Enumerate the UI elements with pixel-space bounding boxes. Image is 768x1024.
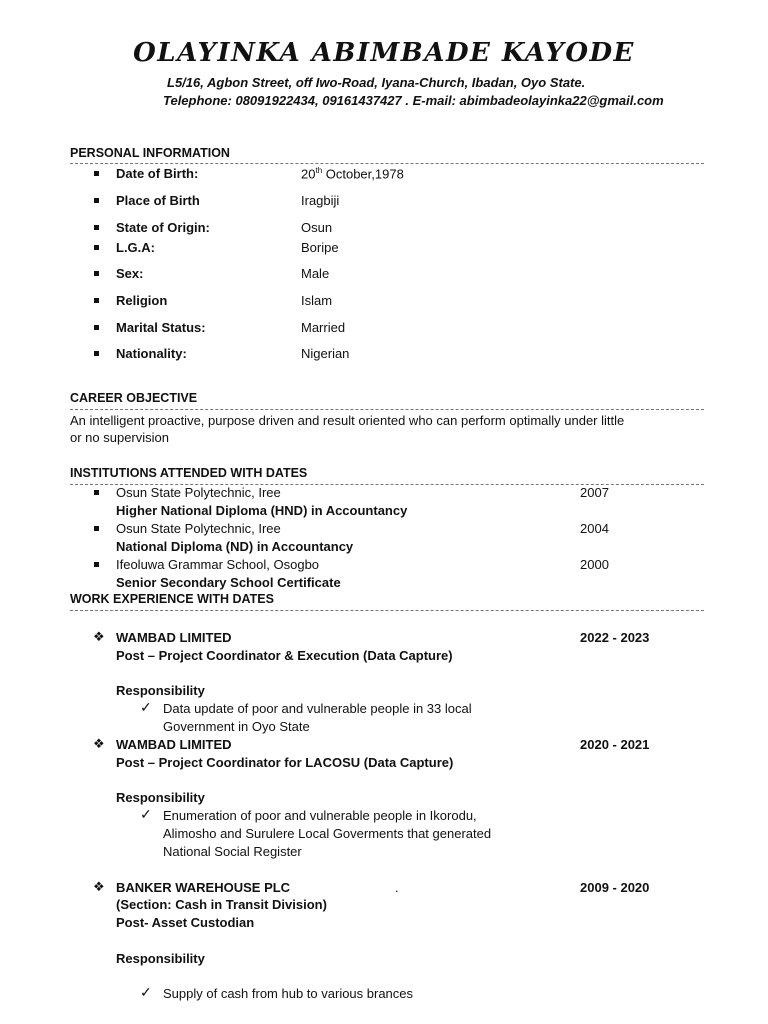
address-line: L5/16, Agbon Street, off Iwo-Road, Iyana-Church, Ibadan, Oyo State.	[167, 75, 586, 90]
square-bullet-icon	[94, 171, 99, 176]
square-bullet-icon	[94, 198, 99, 203]
career-objective-heading: CAREER OBJECTIVE	[70, 391, 198, 405]
job-post: Post – Project Coordinator & Execution (Data Capture)	[116, 648, 453, 663]
job-post: Post- Asset Custodian	[116, 915, 255, 930]
square-bullet-icon	[94, 271, 99, 276]
candidate-name: OLAYINKA ABIMBADE KAYODE	[133, 38, 635, 68]
school-name: Osun State Polytechnic, Iree	[116, 521, 281, 536]
school-year: 2004	[580, 521, 609, 536]
company-name: WAMBAD LIMITED	[116, 737, 232, 752]
work-experience-heading: WORK EXPERIENCE WITH DATES	[70, 592, 274, 606]
square-bullet-icon	[94, 526, 99, 531]
duty-line: Alimosho and Surulere Local Goverments that generated	[163, 826, 492, 841]
square-bullet-icon	[94, 245, 99, 250]
item-value: Islam	[301, 293, 333, 308]
diamond-bullet-icon: ❖	[93, 736, 105, 751]
qualification: National Diploma (ND) in Accountancy	[116, 539, 354, 554]
item-label: State of Origin:	[116, 220, 210, 235]
item-value: Male	[301, 266, 330, 281]
diamond-bullet-icon: ❖	[93, 629, 105, 644]
job-years: 2020 - 2021	[580, 737, 650, 752]
item-value: Nigerian	[301, 346, 350, 361]
personal-info-heading: PERSONAL INFORMATION	[70, 146, 230, 160]
check-mark-icon: ✓	[140, 699, 152, 715]
item-value: 20th October,1978	[301, 166, 404, 182]
item-label: Date of Birth:	[116, 166, 199, 181]
school-year: 2000	[580, 557, 609, 572]
job-section: (Section: Cash in Transit Division)	[116, 897, 327, 912]
stray-dot: .	[395, 880, 399, 895]
responsibility-label: Responsibility	[116, 683, 205, 698]
item-label: Place of Birth	[116, 193, 200, 208]
section-divider	[70, 163, 704, 164]
duty-line: Supply of cash from hub to various brances	[163, 986, 414, 1001]
duty-line: Data update of poor and vulnerable people in 33 local	[163, 701, 472, 716]
responsibility-label: Responsibility	[116, 951, 205, 966]
square-bullet-icon	[94, 298, 99, 303]
job-years: 2022 - 2023	[580, 630, 650, 645]
item-value: Osun	[301, 220, 333, 235]
diamond-bullet-icon: ❖	[93, 879, 105, 894]
duty-line: National Social Register	[163, 844, 302, 859]
contact-line: Telephone: 08091922434, 09161437427 . E-mail: abimbadeolayinka22@gmail.com	[163, 93, 664, 108]
square-bullet-icon	[94, 562, 99, 567]
education-heading: INSTITUTIONS ATTENDED WITH DATES	[70, 466, 308, 480]
item-value: Iragbiji	[301, 193, 340, 208]
qualification: Senior Secondary School Certificate	[116, 575, 341, 590]
square-bullet-icon	[94, 351, 99, 356]
item-value: Married	[301, 320, 346, 335]
school-name: Ifeoluwa Grammar School, Osogbo	[116, 557, 320, 572]
objective-text-line-1: An intelligent proactive, purpose driven and result oriented who can perform optimally under little	[70, 413, 625, 428]
duty-line: Enumeration of poor and vulnerable people in Ikorodu,	[163, 808, 477, 823]
job-years: 2009 - 2020	[580, 880, 650, 895]
check-mark-icon: ✓	[140, 984, 152, 1000]
responsibility-label: Responsibility	[116, 790, 205, 805]
job-post: Post – Project Coordinator for LACOSU (Data Capture)	[116, 755, 454, 770]
item-label: Sex:	[116, 266, 144, 281]
section-divider	[70, 610, 704, 611]
school-year: 2007	[580, 485, 609, 500]
item-value: Boripe	[301, 240, 339, 255]
section-divider	[70, 409, 704, 410]
school-name: Osun State Polytechnic, Iree	[116, 485, 281, 500]
qualification: Higher National Diploma (HND) in Accountancy	[116, 503, 408, 518]
duty-line: Government in Oyo State	[163, 719, 310, 734]
square-bullet-icon	[94, 325, 99, 330]
item-label: Marital Status:	[116, 320, 206, 335]
company-name: WAMBAD LIMITED	[116, 630, 232, 645]
square-bullet-icon	[94, 490, 99, 495]
item-label: Nationality:	[116, 346, 187, 361]
item-label: Religion	[116, 293, 168, 308]
square-bullet-icon	[94, 225, 99, 230]
objective-text-line-2: or no supervision	[70, 430, 169, 445]
company-name: BANKER WAREHOUSE PLC	[116, 880, 291, 895]
item-label: L.G.A:	[116, 240, 155, 255]
check-mark-icon: ✓	[140, 806, 152, 822]
